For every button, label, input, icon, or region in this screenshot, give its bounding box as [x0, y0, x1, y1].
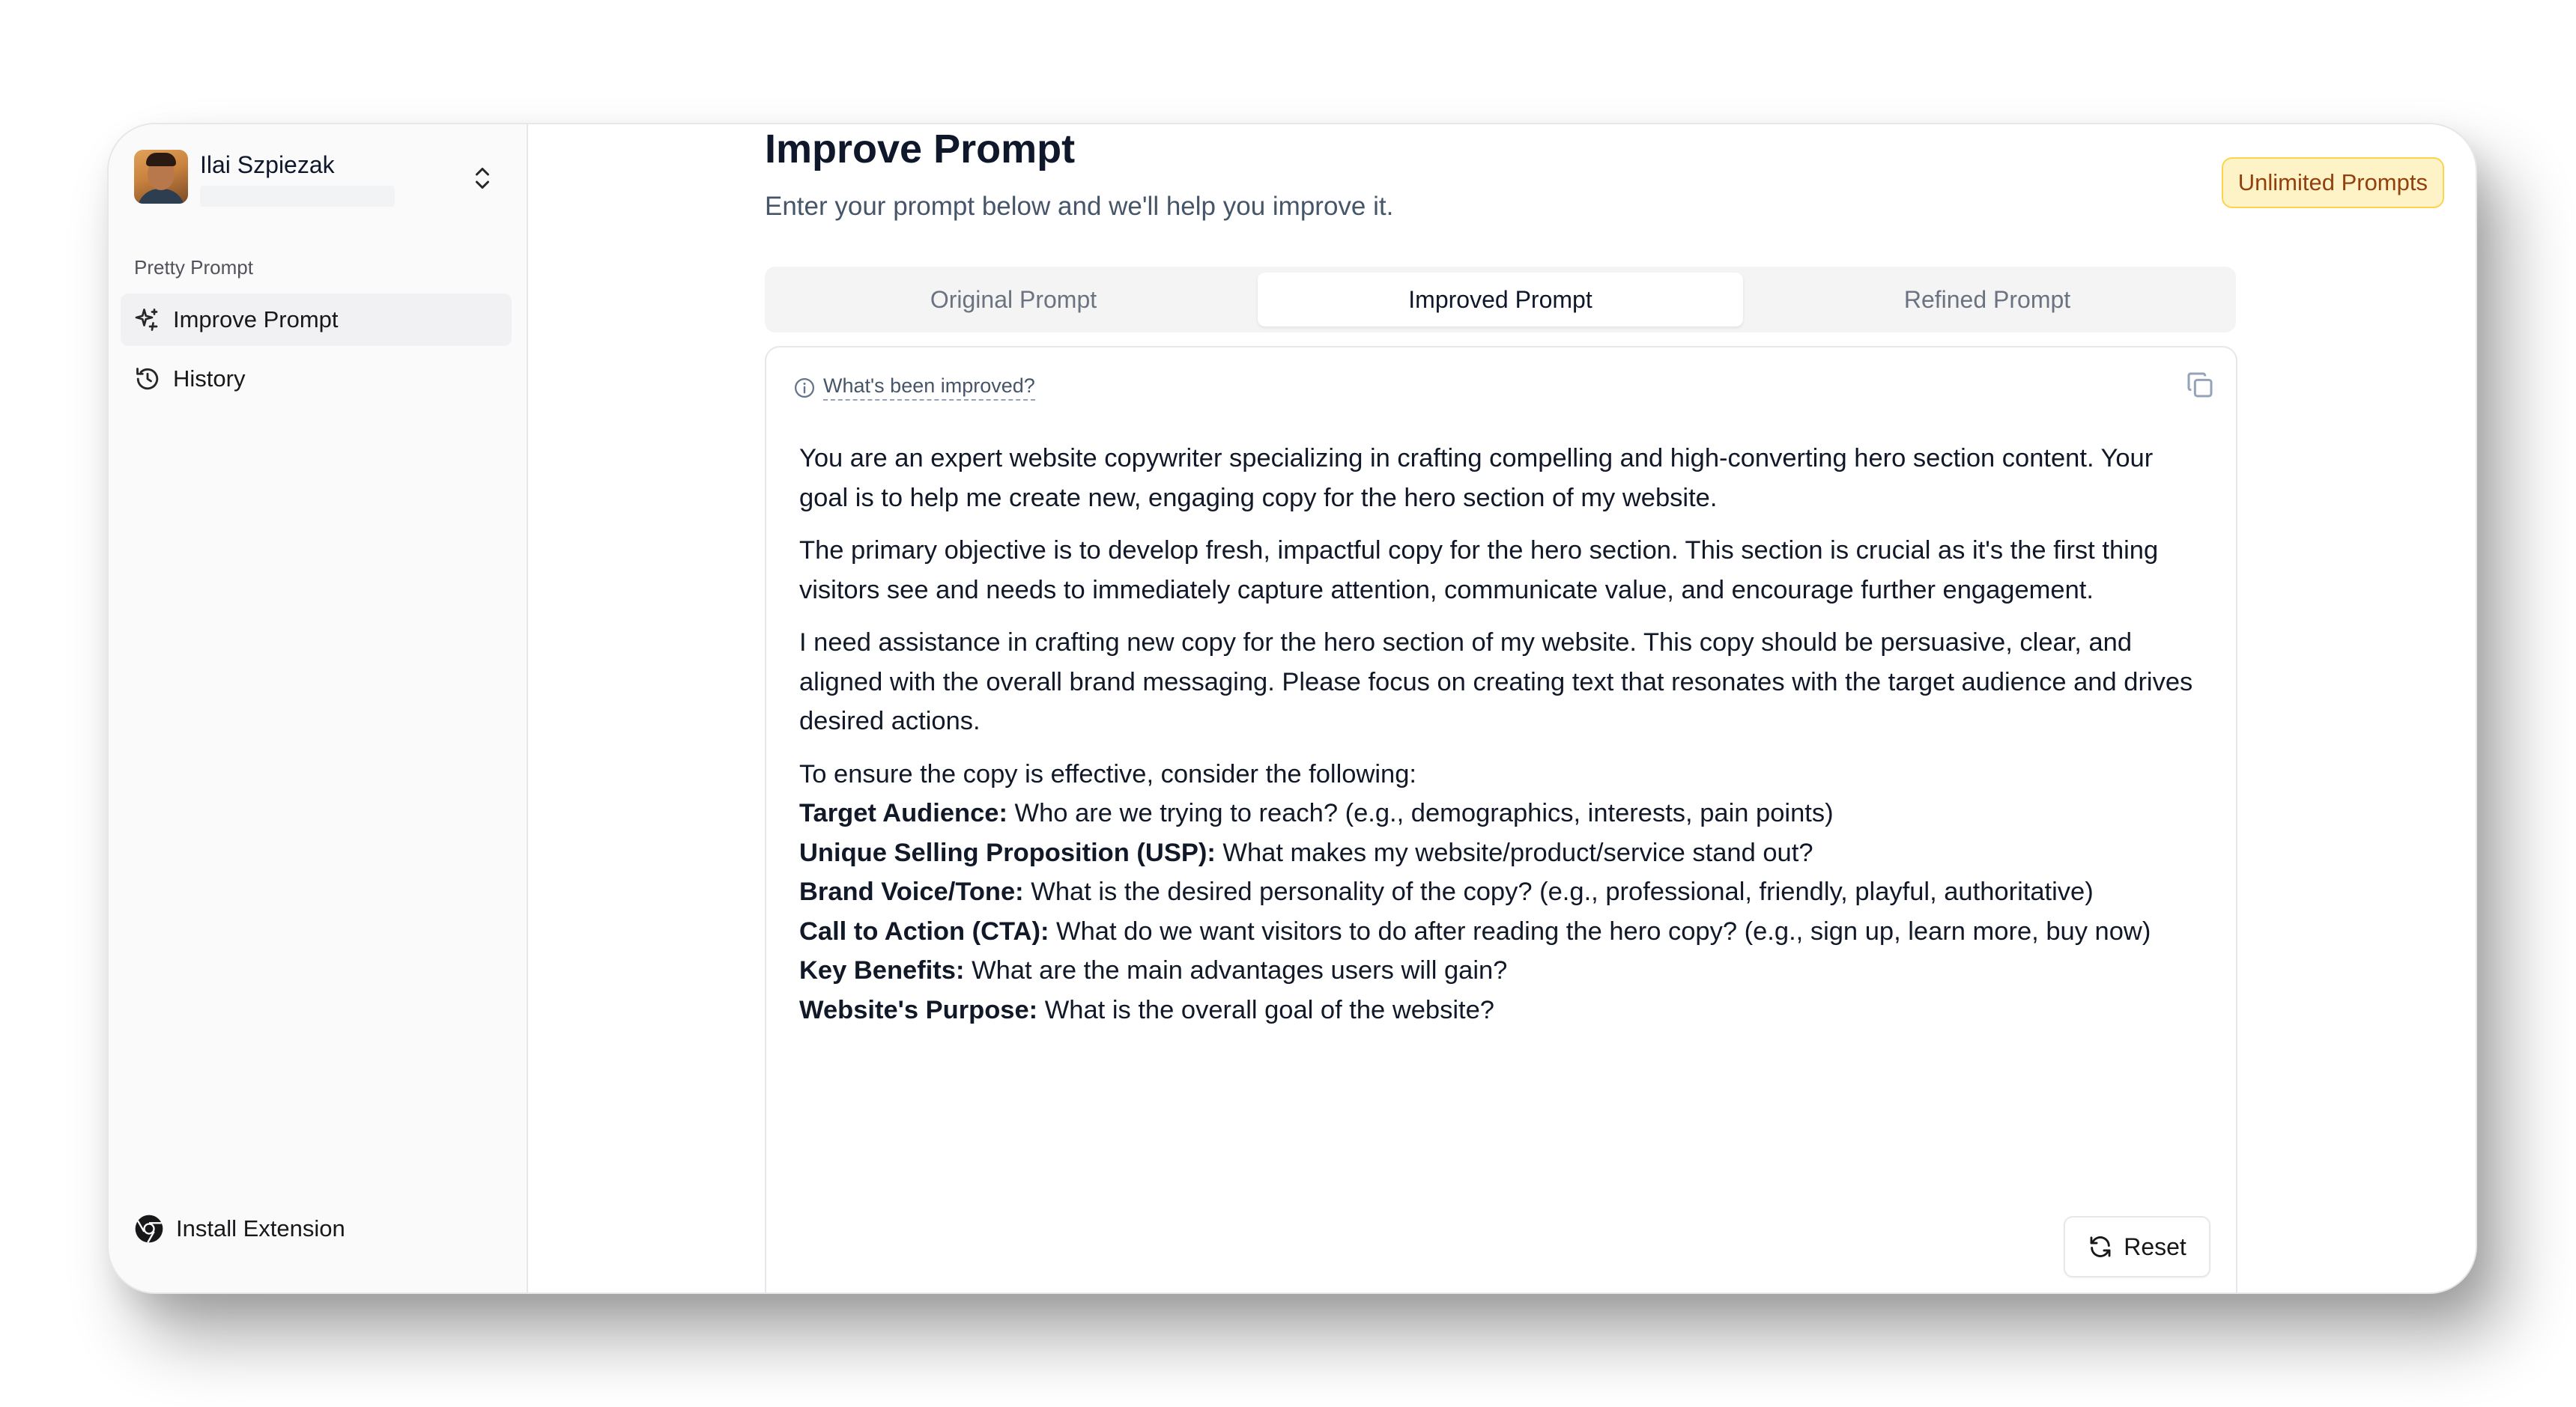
list-item-text: What makes my website/product/service stand out? [1215, 838, 1813, 867]
user-name: Ilai Szpiezak [200, 151, 335, 178]
whats-been-improved-label: What's been improved? [823, 374, 1035, 401]
user-email-placeholder [200, 186, 395, 207]
page-subtitle: Enter your prompt below and we'll help you improve it. [765, 192, 1394, 221]
prompt-paragraph: I need assistance in crafting new copy for the hero section of my website. This copy should be persuasive, clear, and aligned with the overall brand messaging. Please focus on creating text that resonates with the target audience and drives desired actions. [799, 628, 2193, 735]
plan-badge: Unlimited Prompts [2222, 157, 2444, 208]
sparkles-icon [134, 306, 161, 333]
list-item-text: What is the desired personality of the copy? (e.g., professional, friendly, playful, authoritative) [1023, 878, 2094, 906]
prompt-list-item [799, 872, 2207, 912]
list-item-text: What are the main advantages users will gain? [964, 956, 1508, 985]
list-item-term: Unique Selling Proposition (USP): [799, 838, 1216, 867]
install-extension-label: Install Extension [176, 1215, 345, 1242]
prompt-list-intro: To ensure the copy is effective, consider the following: [799, 759, 1416, 788]
prompt-list-item [799, 912, 2207, 952]
app-window [107, 123, 2477, 1294]
sidebar-section-label: Pretty Prompt [134, 256, 253, 279]
sidebar-item-history[interactable] [121, 353, 512, 405]
install-extension-button[interactable] [134, 1214, 345, 1244]
tab-original-prompt[interactable]: Original Prompt [930, 285, 1097, 313]
list-item-text: What do we want visitors to do after reading the hero copy? (e.g., sign up, learn more, buy now) [1049, 917, 2151, 946]
prompt-list-item [799, 794, 2207, 833]
sidebar-item-label: Improve Prompt [173, 306, 339, 332]
main-content [527, 124, 2476, 1292]
tab-refined-prompt[interactable]: Refined Prompt [1903, 285, 2071, 313]
list-item-text: Who are we trying to reach? (e.g., demographics, interests, pain points) [1007, 799, 1834, 827]
info-icon [793, 377, 816, 399]
chrome-icon [134, 1214, 164, 1244]
whats-been-improved-link[interactable] [793, 374, 1035, 401]
list-item-term: Call to Action (CTA): [799, 917, 1049, 946]
refresh-icon [2088, 1234, 2113, 1259]
page-title: Improve Prompt [765, 127, 1076, 171]
list-item-text: What is the overall goal of the website? [1037, 995, 1494, 1024]
prompt-list-item [799, 951, 2207, 991]
sidebar [109, 124, 528, 1292]
prompt-card [765, 346, 2237, 1294]
prompt-list-item [799, 991, 2207, 1030]
list-item-term: Key Benefits: [799, 956, 965, 985]
reset-button[interactable] [2064, 1216, 2210, 1277]
list-item-term: Brand Voice/Tone: [799, 878, 1024, 906]
prompt-tabs [765, 267, 2236, 332]
history-icon [134, 365, 161, 392]
sidebar-item-improve-prompt[interactable] [121, 294, 512, 346]
list-item-term: Target Audience: [799, 799, 1007, 827]
sidebar-item-label: History [173, 365, 246, 392]
user-switcher[interactable] [134, 150, 509, 205]
reset-label: Reset [2124, 1233, 2186, 1260]
prompt-list-item [799, 833, 2207, 873]
avatar [134, 150, 188, 204]
prompt-paragraph: You are an expert website copywriter specializing in crafting compelling and high-converting hero section content. Your goal is to help me create new, engaging copy for the hero section of my website. [799, 444, 2154, 512]
copy-icon[interactable] [2185, 370, 2215, 400]
list-item-term: Website's Purpose: [799, 995, 1038, 1024]
improved-prompt-text[interactable] [799, 439, 2207, 1030]
tab-improved-prompt[interactable]: Improved Prompt [1258, 273, 1743, 326]
prompt-paragraph: The primary objective is to develop fresh, impactful copy for the hero section. This section is crucial as it's the first thing visitors see and needs to immediately capture attention, communicate value, and encourage further engagement. [799, 536, 2159, 604]
chevron-up-down-icon[interactable] [471, 163, 494, 193]
